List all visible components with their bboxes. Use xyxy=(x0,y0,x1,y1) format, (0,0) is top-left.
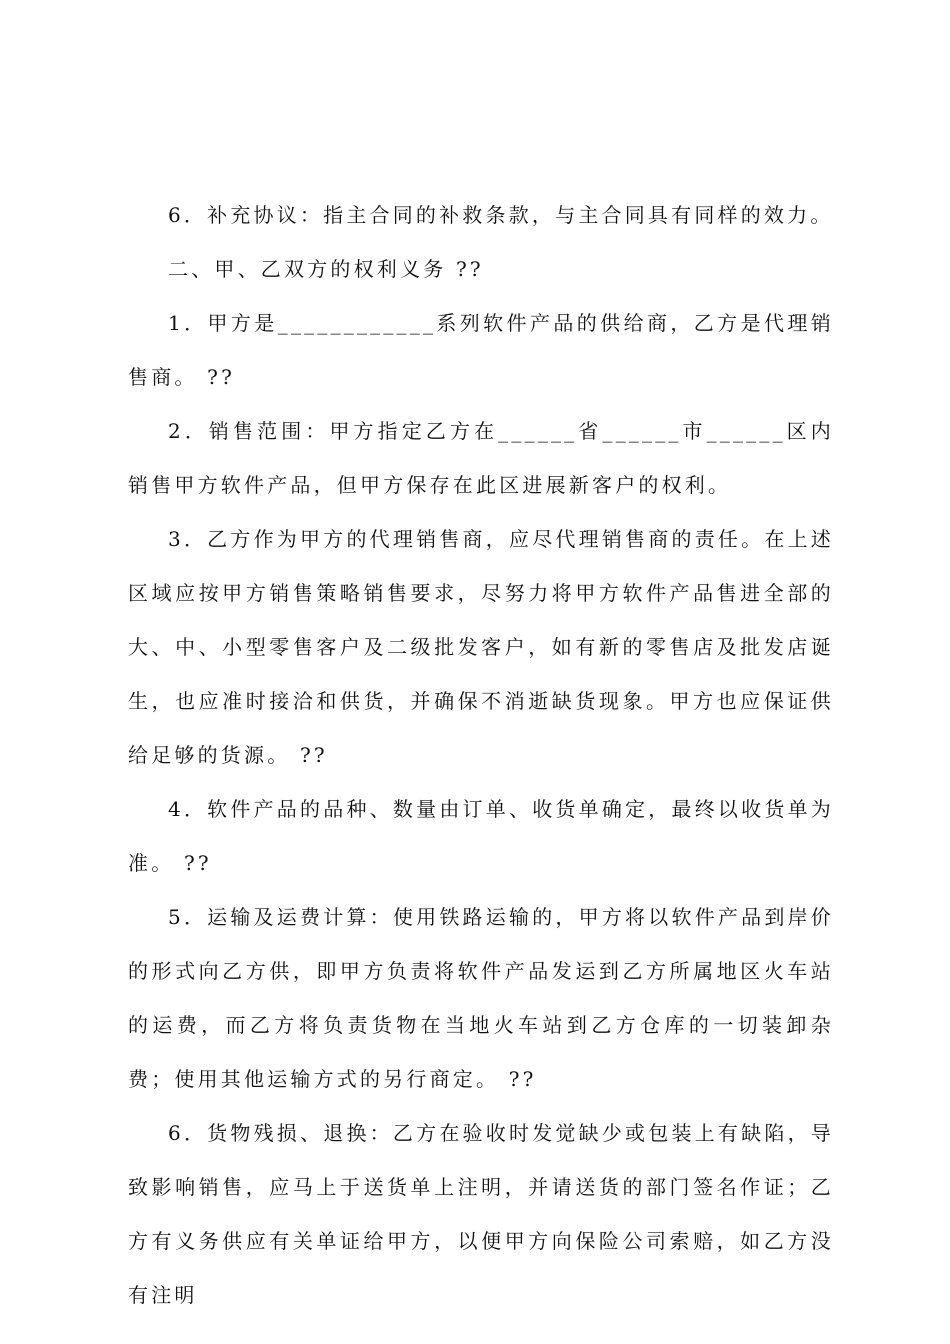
paragraph-transport-fees: 5．运输及运费计算：使用铁路运输的，甲方将以软件产品到岸价的形式向乙方供，即甲方负责将软件产品发运到乙方所属地区火车站的运费，而乙方将负责货物在当地火车站到乙方仓库的一切装卸杂费；使用其他运输方式的另行商定。 ?? xyxy=(128,905,834,1091)
paragraph-damage-returns: 6．货物残损、退换：乙方在验收时发觉缺少或包装上有缺陷，导致影响销售，应马上于送货单上注明，并请送货的部门签名作证；乙方有义务供应有关单证给甲方，以便甲方向保险公司索赔，如乙方没有注明 xyxy=(128,1121,834,1307)
paragraph-supplier: 1．甲方是____________系列软件产品的供给商，乙方是代理销售商。 ?? xyxy=(128,311,834,389)
paragraph-product-quantity: 4．软件产品的品种、数量由订单、收货单确定，最终以收货单为准。 ?? xyxy=(128,797,834,875)
paragraph-supplementary-agreement: 6．补充协议：指主合同的补救条款，与主合同具有同样的效力。 xyxy=(168,203,834,227)
section-heading-rights-obligations: 二、甲、乙双方的权利义务 ?? xyxy=(168,257,484,281)
document-body xyxy=(128,188,834,1322)
paragraph-agent-duties: 3．乙方作为甲方的代理销售商，应尽代理销售商的责任。在上述区域应按甲方销售策略销售要求，尽努力将甲方软件产品售进全部的大、中、小型零售客户及二级批发客户，如有新的零售店及批发店诞生，也应准时接洽和供货，并确保不消逝缺货现象。甲方也应保证供给足够的货源。 ?? xyxy=(128,527,834,767)
paragraph-sales-scope: 2．销售范围：甲方指定乙方在______省______市______区内销售甲方软件产品，但甲方保存在此区进展新客户的权利。 xyxy=(128,419,834,497)
